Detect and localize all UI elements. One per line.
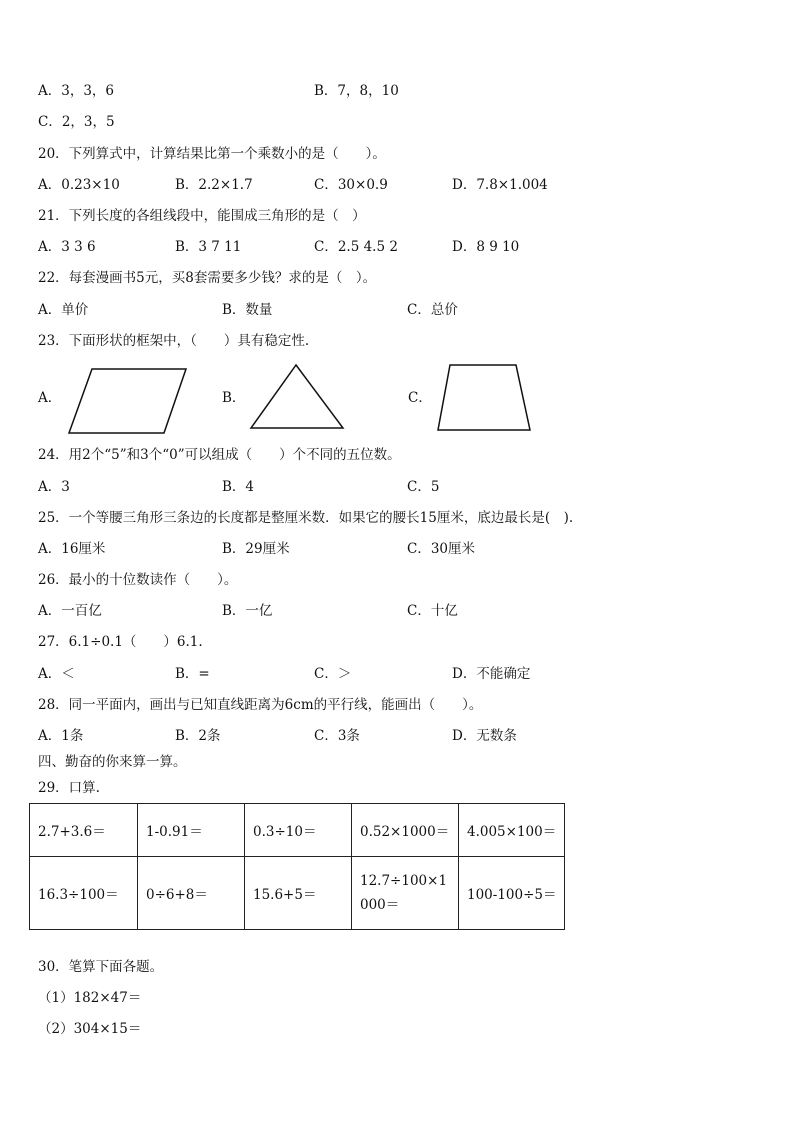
q24-option-a[interactable]: A．3: [38, 479, 70, 495]
q25-question: 25．一个等腰三角形三条边的长度都是整厘米数．如果它的腰长15厘米，底边最长是( ).: [38, 510, 574, 526]
table-cell: 100-100÷5＝: [459, 857, 565, 930]
q28-option-b[interactable]: B．2条: [175, 728, 221, 744]
q25-option-c[interactable]: C．30厘米: [407, 541, 476, 557]
parallelogram-shape: [66, 366, 190, 436]
q28-option-c[interactable]: C．3条: [314, 728, 360, 744]
q27-option-d[interactable]: D．不能确定: [452, 666, 531, 682]
q25-option-a[interactable]: A．16厘米: [38, 541, 106, 557]
q19-options-2: [38, 113, 758, 131]
table-cell: 0.3÷10＝: [245, 804, 352, 857]
q27-option-c[interactable]: C．＞: [314, 666, 352, 682]
q28-question: 28．同一平面内，画出与已知直线距离为6cm的平行线，能画出（ ）。: [38, 697, 483, 713]
q30-title: 30．笔算下面各题。: [38, 959, 164, 975]
q28-option-a[interactable]: A．1条: [38, 728, 84, 744]
q27-option-b[interactable]: B．=: [175, 666, 210, 682]
q20-question: 20．下列算式中，计算结果比第一个乘数小的是（ ）。: [38, 146, 386, 162]
q22-option-c[interactable]: C．总价: [407, 302, 458, 318]
q24-options: [38, 478, 758, 496]
q21-question: 21．下列长度的各组线段中，能围成三角形的是（ ）: [38, 208, 366, 224]
q23-option-b[interactable]: B．: [222, 390, 246, 406]
q29-title: 29．口算.: [38, 780, 100, 796]
table-cell: 15.6+5＝: [245, 857, 352, 930]
q20-options: [38, 176, 758, 194]
q22-option-b[interactable]: B．数量: [222, 302, 273, 318]
q26-options: [38, 602, 758, 620]
q26-option-a[interactable]: A．一百亿: [38, 603, 102, 619]
q23-option-c[interactable]: C．: [408, 390, 432, 406]
q19-option-b[interactable]: B．7，8，10: [314, 83, 399, 99]
q26-option-b[interactable]: B．一亿: [222, 603, 273, 619]
q22-options: [38, 301, 758, 319]
mental-math-table: [29, 803, 565, 930]
q21-option-b[interactable]: B．3 7 11: [175, 239, 242, 255]
q30-item-1: （1）182×47＝: [38, 990, 142, 1006]
q21-option-a[interactable]: A．3 3 6: [38, 239, 96, 255]
q20-option-b[interactable]: B．2.2×1.7: [175, 177, 253, 193]
q20-option-c[interactable]: C．30×0.9: [314, 177, 388, 193]
q24-question: 24．用2个“5”和3个“0”可以组成（ ）个不同的五位数。: [38, 447, 401, 463]
q21-option-c[interactable]: C．2.5 4.5 2: [314, 239, 398, 255]
q23-option-a[interactable]: A．: [38, 390, 62, 406]
q30-item-2: （2）304×15＝: [38, 1021, 142, 1037]
q19-options: [38, 82, 758, 100]
q21-option-d[interactable]: D．8 9 10: [452, 239, 520, 255]
table-cell: 0.52×1000＝: [352, 804, 459, 857]
q28-option-d[interactable]: D．无数条: [452, 728, 517, 744]
q20-option-a[interactable]: A．0.23×10: [38, 177, 120, 193]
q21-options: [38, 238, 758, 256]
q19-option-c[interactable]: C．2，3，5: [38, 114, 115, 130]
triangle-shape: [248, 362, 346, 432]
q27-question: 27．6.1÷0.1（ ）6.1.: [38, 634, 203, 650]
section-title: 四、勤奋的你来算一算。: [38, 754, 187, 770]
table-row: [30, 857, 565, 930]
table-cell: 12.7÷100×1000＝: [352, 857, 459, 930]
q22-question: 22．每套漫画书5元，买8套需要多少钱？求的是（ ）。: [38, 270, 377, 286]
q20-option-d[interactable]: D．7.8×1.004: [452, 177, 548, 193]
table-cell: 4.005×100＝: [459, 804, 565, 857]
table-cell: 16.3÷100＝: [30, 857, 138, 930]
q24-option-c[interactable]: C．5: [407, 479, 440, 495]
trapezoid-shape: [434, 362, 534, 434]
q25-options: [38, 540, 758, 558]
q27-options: [38, 665, 758, 683]
q23-question: 23．下面形状的框架中，（ ）具有稳定性.: [38, 333, 310, 349]
table-cell: 1-0.91＝: [138, 804, 245, 857]
table-cell: 0÷6+8＝: [138, 857, 245, 930]
q19-option-a[interactable]: A．3，3，6: [38, 83, 115, 99]
table-cell: 2.7+3.6＝: [30, 804, 138, 857]
q26-question: 26．最小的十位数读作（ ）。: [38, 572, 238, 588]
q28-options: [38, 727, 758, 745]
table-row: [30, 804, 565, 857]
q24-option-b[interactable]: B．4: [222, 479, 255, 495]
q26-option-c[interactable]: C．十亿: [407, 603, 458, 619]
q25-option-b[interactable]: B．29厘米: [222, 541, 290, 557]
q27-option-a[interactable]: A．＜: [38, 666, 75, 682]
q22-option-a[interactable]: A．单价: [38, 302, 89, 318]
